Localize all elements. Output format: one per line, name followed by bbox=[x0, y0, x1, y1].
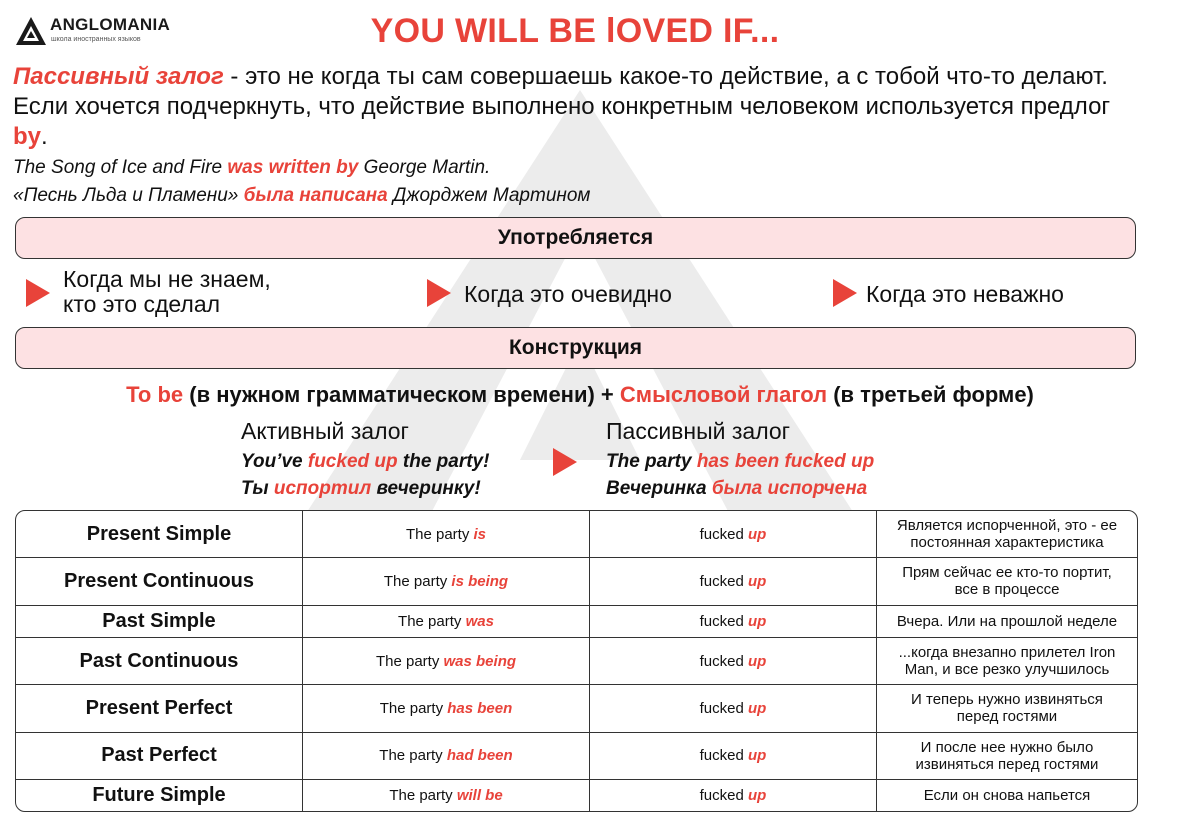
table-row bbox=[16, 511, 1137, 558]
auxiliary-verb: is bbox=[473, 525, 487, 543]
tense-auxiliary-cell bbox=[303, 558, 590, 605]
active-voice-heading: Активный залог bbox=[241, 418, 409, 444]
passive-en-part: The party bbox=[606, 451, 697, 472]
subject-text: The party bbox=[383, 572, 452, 590]
usage-note-cell bbox=[877, 511, 1137, 558]
intro-term: Пассивный залог bbox=[13, 63, 224, 90]
usage-note-line: Прям сейчас ее кто-то портит, bbox=[902, 564, 1112, 582]
intro-paragraph bbox=[13, 62, 1123, 152]
subject-text: The party bbox=[405, 525, 474, 543]
active-example-ru bbox=[241, 478, 481, 500]
auxiliary-verb: had been bbox=[446, 747, 513, 765]
example-english bbox=[13, 157, 490, 179]
tense-auxiliary-cell bbox=[303, 685, 590, 732]
construction-heading: Конструкция bbox=[15, 327, 1136, 369]
subject-text: The party bbox=[398, 612, 466, 630]
subject-text: The party bbox=[379, 699, 448, 717]
subject-text: The party bbox=[379, 747, 447, 765]
usage-note-line: Является испорченной, это - ее bbox=[896, 517, 1118, 535]
tense-name: Past Continuous bbox=[16, 638, 303, 685]
auxiliary-verb: was being bbox=[443, 652, 517, 670]
active-en-part: You’ve bbox=[241, 451, 308, 472]
example-ru-highlight: была написана bbox=[243, 185, 388, 206]
usage-note-line: извиняться перед гостями bbox=[915, 755, 1099, 773]
particle-text: up bbox=[748, 699, 767, 717]
participle-cell bbox=[590, 511, 877, 558]
active-ru-part: вечеринку! bbox=[371, 478, 481, 499]
participle-cell bbox=[590, 780, 877, 811]
example-ru-part: Джорджем Мартином bbox=[387, 185, 591, 206]
tense-name: Present Perfect bbox=[16, 685, 303, 732]
particle-text: up bbox=[748, 747, 767, 765]
active-ru-part: Ты bbox=[241, 478, 274, 499]
participle-text: fucked bbox=[699, 786, 749, 804]
usage-note-line: ...когда внезапно прилетел Iron bbox=[898, 644, 1116, 662]
table-row bbox=[16, 780, 1137, 811]
usage-note-line: все в процессе bbox=[954, 581, 1060, 599]
intro-by: by bbox=[13, 123, 42, 150]
tense-name: Past Perfect bbox=[16, 733, 303, 780]
table-row bbox=[16, 558, 1137, 605]
usage-note-line: перед гостями bbox=[956, 708, 1058, 726]
tense-table bbox=[15, 510, 1138, 812]
usage-item: Когда это неважно bbox=[866, 281, 1064, 307]
participle-cell bbox=[590, 558, 877, 605]
participle-cell bbox=[590, 638, 877, 685]
tense-name: Past Simple bbox=[16, 606, 303, 638]
active-ru-highlight: испортил bbox=[273, 478, 372, 499]
passive-voice-heading: Пассивный залог bbox=[606, 418, 791, 444]
subject-text: The party bbox=[389, 786, 457, 804]
usage-note-line: И теперь нужно извиняться bbox=[911, 691, 1103, 709]
participle-text: fucked bbox=[699, 747, 749, 765]
usage-note-cell bbox=[877, 558, 1137, 605]
auxiliary-verb: was bbox=[465, 612, 494, 630]
participle-text: fucked bbox=[699, 572, 749, 590]
table-row bbox=[16, 606, 1137, 638]
passive-example-en bbox=[606, 451, 874, 473]
passive-ru-highlight: была испорчена bbox=[711, 478, 868, 499]
page-title: YOU WILL BE lOVED IF... bbox=[370, 12, 780, 50]
arrow-right-icon bbox=[553, 448, 577, 476]
usage-note-line: Вчера. Или на прошлой неделе bbox=[896, 612, 1118, 630]
tense-auxiliary-cell bbox=[303, 606, 590, 638]
intro-end: . bbox=[41, 123, 48, 150]
participle-text: fucked bbox=[699, 699, 749, 717]
arrow-right-icon bbox=[833, 279, 857, 307]
tense-name: Present Continuous bbox=[16, 558, 303, 605]
particle-text: up bbox=[748, 525, 767, 543]
passive-ru-part: Вечеринка bbox=[606, 478, 712, 499]
particle-text: up bbox=[748, 612, 767, 630]
formula-text: (в третьей форме) bbox=[827, 382, 1034, 407]
table-row bbox=[16, 638, 1137, 685]
arrow-right-icon bbox=[427, 279, 451, 307]
auxiliary-verb: will be bbox=[456, 786, 503, 804]
tense-auxiliary-cell bbox=[303, 511, 590, 558]
usage-note-cell bbox=[877, 780, 1137, 811]
participle-text: fucked bbox=[699, 525, 749, 543]
usage-item bbox=[63, 267, 271, 317]
arrow-right-icon bbox=[26, 279, 50, 307]
passive-en-highlight: has been fucked up bbox=[696, 451, 875, 472]
usage-note-line: И после нее нужно было bbox=[920, 738, 1094, 756]
participle-cell bbox=[590, 606, 877, 638]
formula-text: (в нужном грамматическом времени) + bbox=[183, 382, 620, 407]
tense-auxiliary-cell bbox=[303, 733, 590, 780]
tense-name: Future Simple bbox=[16, 780, 303, 811]
participle-cell bbox=[590, 733, 877, 780]
subject-text: The party bbox=[375, 652, 444, 670]
formula-to-be: To be bbox=[126, 382, 184, 407]
usage-note-cell bbox=[877, 733, 1137, 780]
participle-cell bbox=[590, 685, 877, 732]
auxiliary-verb: is being bbox=[451, 572, 509, 590]
auxiliary-verb: has been bbox=[447, 699, 513, 717]
example-en-part: George Martin. bbox=[358, 157, 491, 178]
logo-name: ANGLOMANIA bbox=[50, 15, 171, 34]
tense-auxiliary-cell bbox=[303, 638, 590, 685]
usage-item: Когда это очевидно bbox=[464, 281, 672, 307]
usage-note-cell bbox=[877, 638, 1137, 685]
usage-item-line: кто это сделал bbox=[63, 291, 221, 317]
active-en-highlight: fucked up bbox=[307, 451, 398, 472]
particle-text: up bbox=[748, 572, 767, 590]
particle-text: up bbox=[748, 786, 767, 804]
usage-note-line: постоянная характеристика bbox=[910, 534, 1104, 552]
usage-note-line: Man, и все резко улучшилось bbox=[904, 661, 1110, 679]
example-en-highlight: was written by bbox=[227, 157, 359, 178]
usage-note-cell bbox=[877, 685, 1137, 732]
usage-item-line: Когда мы не знаем, bbox=[63, 266, 271, 292]
table-row bbox=[16, 685, 1137, 732]
intro-text: - это не когда ты сам совершаешь какое-то действие, а с тобой что-то делают. Если хочется подчеркнуть, что действие выполнено конкретным человеком используется предлог bbox=[13, 63, 1111, 120]
logo-subtitle: школа иностранных языков bbox=[51, 36, 141, 43]
formula-main-verb: Смысловой глагол bbox=[619, 382, 828, 407]
tense-auxiliary-cell bbox=[303, 780, 590, 811]
usage-heading: Употребляется bbox=[15, 217, 1136, 259]
table-row bbox=[16, 733, 1137, 780]
passive-example-ru bbox=[606, 478, 867, 500]
example-ru-part: «Песнь Льда и Пламени» bbox=[13, 185, 244, 206]
active-example-en bbox=[241, 451, 489, 473]
example-russian bbox=[13, 185, 590, 207]
usage-note-line: Если он снова напьется bbox=[923, 786, 1091, 804]
example-en-part: The Song of Ice and Fire bbox=[13, 157, 228, 178]
construction-formula bbox=[0, 382, 1160, 408]
usage-note-cell bbox=[877, 606, 1137, 638]
particle-text: up bbox=[748, 652, 767, 670]
tense-name: Present Simple bbox=[16, 511, 303, 558]
participle-text: fucked bbox=[699, 612, 749, 630]
participle-text: fucked bbox=[699, 652, 749, 670]
active-en-part: the party! bbox=[397, 451, 490, 472]
